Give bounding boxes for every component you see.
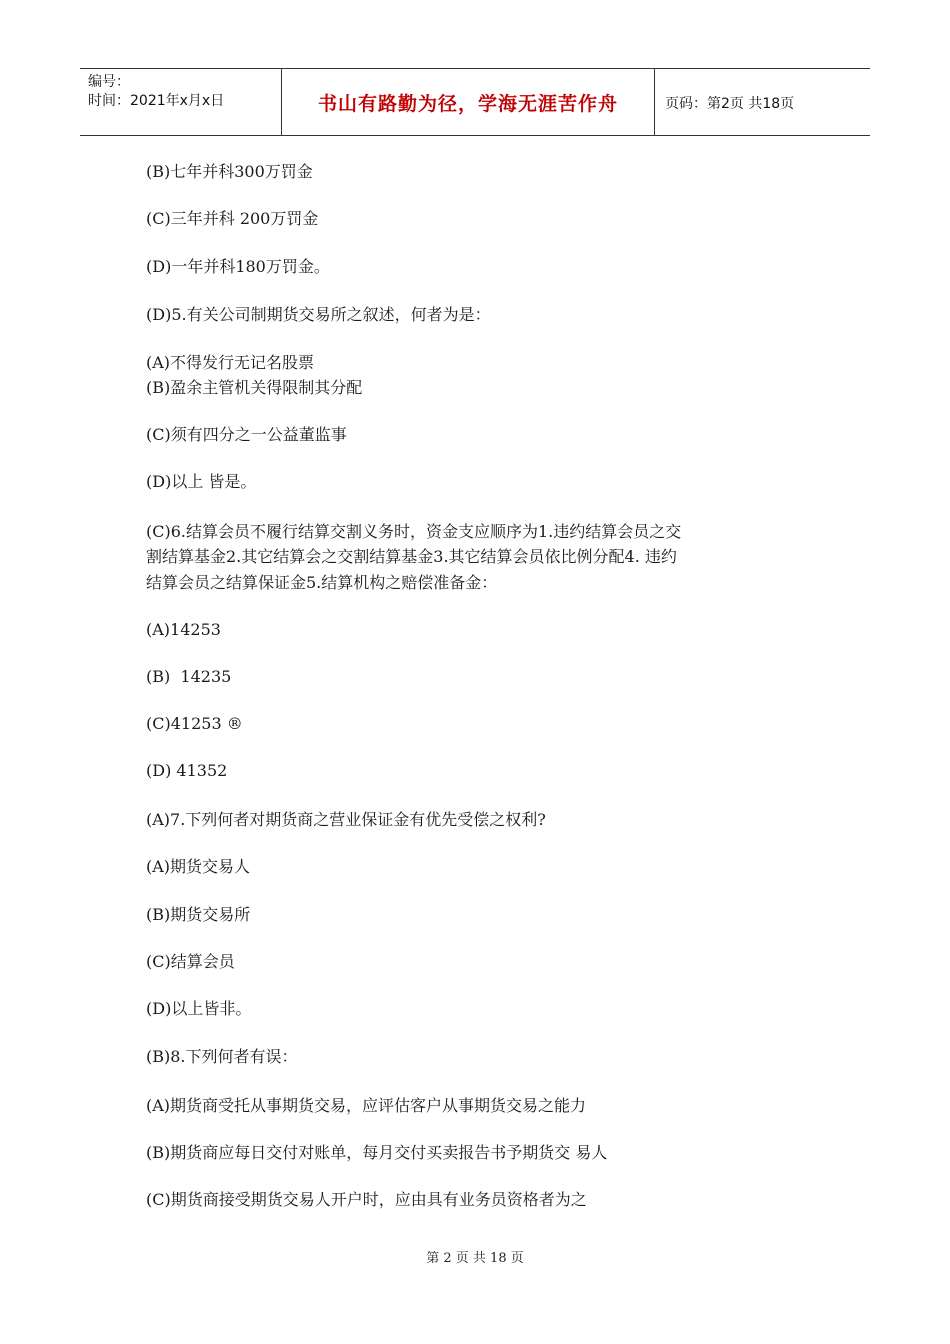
option-line: (C)41253 ® — [146, 714, 243, 733]
page-footer: 第 2 页 共 18 页 — [426, 1251, 524, 1266]
option-line: (A)期货交易人 — [146, 857, 251, 876]
option-line: (B)盈余主管机关得限制其分配 — [146, 378, 363, 397]
header-motto: 书山有路勤为径，学海无涯苦作舟 — [317, 93, 618, 115]
header-divider-right — [654, 69, 655, 136]
option-line: (B)七年并科300万罚金 — [146, 162, 313, 181]
option-line: (C)须有四分之一公益董监事 — [146, 425, 347, 444]
header-page-info: 页码：第2页 共18页 — [665, 95, 795, 112]
question-line: (C)6.结算会员不履行结算交割义务时，资金支应顺序为1.违约结算会员之交 — [146, 522, 682, 541]
option-line: (D)以上 皆是。 — [146, 472, 257, 491]
option-line: (C)三年并科 200万罚金 — [146, 209, 319, 228]
header-meta — [88, 73, 278, 111]
option-line: (D) 41352 — [146, 761, 228, 780]
question-line: 结算会员之结算保证金5.结算机构之赔偿准备金： — [146, 573, 498, 592]
option-line: (D)以上皆非。 — [146, 999, 252, 1018]
option-line: (B) 14235 — [146, 667, 232, 686]
question-line: 割结算基金2.其它结算会之交割结算基金3.其它结算会员依比例分配4. 违约 — [146, 547, 677, 566]
question-line: (A)7.下列何者对期货商之营业保证金有优先受偿之权利? — [146, 810, 546, 829]
option-line: (A)不得发行无记名股票 — [146, 353, 315, 372]
option-line: (C)期货商接受期货交易人开户时，应由具有业务员资格者为之 — [146, 1190, 587, 1209]
option-line: (B)期货交易所 — [146, 905, 251, 924]
option-line: (A)14253 — [146, 620, 221, 639]
question-line: (D)5.有关公司制期货交易所之叙述，何者为是： — [146, 305, 491, 324]
option-line: (D)一年并科180万罚金。 — [146, 257, 330, 276]
document-date: 时间：2021年x月x日 — [88, 93, 225, 109]
question-line: (B)8.下列何者有误： — [146, 1047, 298, 1066]
option-line: (C)结算会员 — [146, 952, 235, 971]
option-line: (B)期货商应每日交付对账单，每月交付买卖报告书予期货交 易人 — [146, 1143, 608, 1162]
document-number-label: 编号： — [88, 74, 130, 90]
option-line: (A)期货商受托从事期货交易，应评估客户从事期货交易之能力 — [146, 1096, 587, 1115]
page-header — [80, 68, 870, 136]
